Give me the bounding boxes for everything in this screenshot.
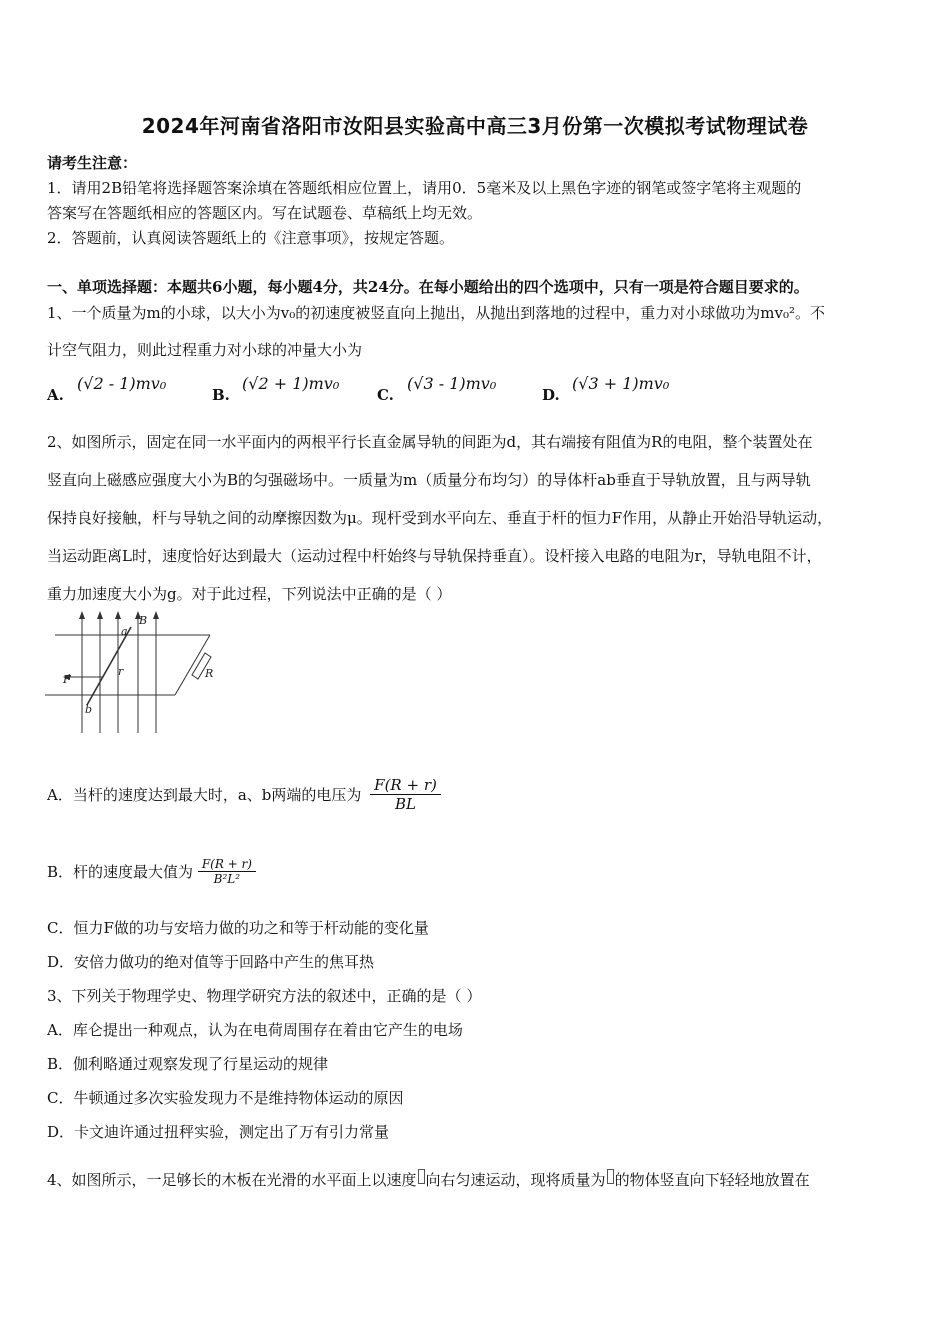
notice-line-1: 1．请用2B铅笔将选择题答案涂填在答题纸相应位置上，请用0．5毫米及以上黑色字迹的钢笔或签字笔将主观题的: [47, 179, 802, 197]
q3-option-c: C．牛顿通过多次实验发现力不是维持物体运动的原因: [47, 1089, 404, 1107]
q2-option-a-fraction: $\frac{F(R + r)}{BL}$: [370, 776, 441, 813]
q2-option-b: B．杆的速度最大值为 $\frac{F(R + r)}{\text{B²L²}}$: [47, 857, 256, 899]
section-heading: 一、单项选择题：本题共6小题，每小题4分，共24分。在每小题给出的四个选项中，只有一项是符合题目要求的。: [47, 278, 809, 296]
missing-symbol-box: [418, 1169, 425, 1184]
q2-option-c: C．恒力F做的功与安培力做的功之和等于杆动能的变化量: [47, 919, 429, 937]
rail-diagram: [45, 605, 225, 740]
q1-option-c-expr: (√3 - 1)mv₀: [407, 374, 497, 393]
q2-stem-line-5: 重力加速度大小为g。对于此过程，下列说法中正确的是（ ）: [47, 585, 452, 603]
q2-stem-line-4: 当运动距离L时，速度恰好达到最大（运动过程中杆始终与导轨保持垂直）。设杆接入电路的电阻为r，导轨电阻不计，: [47, 547, 822, 565]
q1-option-b-expr: (√2 + 1)mv₀: [242, 374, 340, 393]
label-b: b: [85, 703, 93, 716]
q1-stem-line-2: 计空气阻力，则此过程重力对小球的冲量大小为: [47, 341, 363, 359]
q4-stem-line-1: 4、如图所示，一足够长的木板在光滑的水平面上以速度 向右匀速运动，现将质量为 的物体竖直向下轻轻地放置在: [47, 1171, 810, 1189]
q2-option-a: A．当杆的速度达到最大时，a、b两端的电压为 $\frac{F(R + r)}{BL}$: [47, 776, 441, 822]
q3-option-a: A．库仑提出一种观点，认为在电荷周围存在着由它产生的电场: [47, 1021, 463, 1039]
q1-options: A. (√2 - 1)mv₀ B. (√2 + 1)mv₀ C. (√3 - 1)mv₀ D. (√3 + 1)mv₀: [47, 374, 670, 404]
notice-heading: 请考生注意：: [47, 154, 138, 172]
q3-stem: 3、下列关于物理学史、物理学研究方法的叙述中，正确的是（ ）: [47, 987, 482, 1005]
q3-option-b: B．伽利略通过观察发现了行星运动的规律: [47, 1055, 329, 1073]
q3-option-d: D．卡文迪许通过扭秤实验，测定出了万有引力常量: [47, 1123, 390, 1141]
label-R: R: [205, 667, 214, 680]
notice-line-2: 答案写在答题纸相应的答题区内。写在试题卷、草稿纸上均无效。: [47, 204, 483, 222]
q2-option-d: D．安倍力做功的绝对值等于回路中产生的焦耳热: [47, 953, 375, 971]
label-F: F: [63, 673, 71, 686]
q1-option-d-expr: (√3 + 1)mv₀: [572, 374, 670, 393]
q2-option-b-fraction: $\frac{F(R + r)}{\text{B²L²}}$: [198, 857, 256, 886]
label-B: B: [139, 614, 148, 627]
q2-stem-line-2: 竖直向上磁感应强度大小为B的匀强磁场中。一质量为m（质量分布均匀）的导体杆ab垂直于导轨放置，且与两导轨: [47, 471, 811, 489]
label-a: a: [121, 625, 128, 638]
missing-symbol-box: [607, 1169, 614, 1184]
rail-diagram-svg: [45, 605, 225, 740]
exam-title: 2024年河南省洛阳市汝阳县实验高中高三3月份第一次模拟考试物理试卷: [141, 114, 809, 138]
q1-option-a-expr: (√2 - 1)mv₀: [77, 374, 167, 393]
q2-stem-line-3: 保持良好接触，杆与导轨之间的动摩擦因数为μ。现杆受到水平向左、垂直于杆的恒力F作用，从静止开始沿导轨运动，: [47, 509, 833, 527]
q1-stem-line-1: 1、一个质量为m的小球，以大小为v₀的初速度被竖直向上抛出，从抛出到落地的过程中，重力对小球做功为mv₀²。不: [47, 304, 825, 322]
label-r: r: [118, 665, 124, 678]
q2-stem-line-1: 2、如图所示，固定在同一水平面内的两根平行长直金属导轨的间距为d，其右端接有阻值为R的电阻，整个装置处在: [47, 433, 813, 451]
notice-line-3: 2．答题前，认真阅读答题纸上的《注意事项》，按规定答题。: [47, 229, 455, 247]
